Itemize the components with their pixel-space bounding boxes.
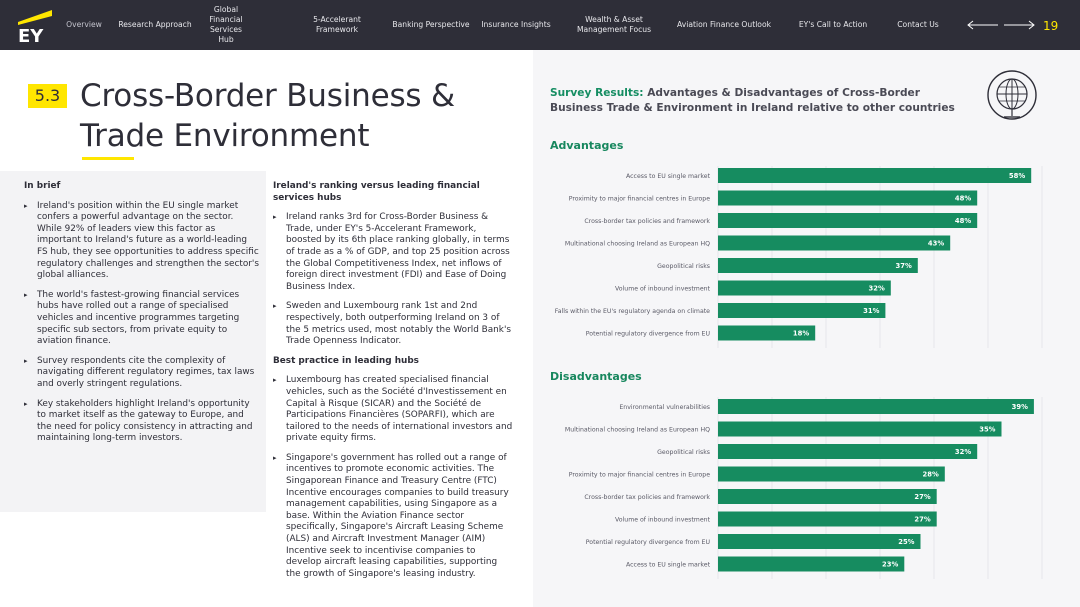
value-label: 58% xyxy=(1008,172,1026,181)
category-label: Environmental vulnerabilities xyxy=(619,403,710,411)
list-item: ▸ The world's fastest-growing financial services hubs have rolled out a range of specialised vehicles and incentive programmes targeting specific sub sectors, from private equity to aviation finance. xyxy=(24,290,260,348)
value-label: 18% xyxy=(792,329,810,338)
page-number: 19 xyxy=(1043,19,1059,33)
value-label: 32% xyxy=(868,284,885,293)
bar xyxy=(718,281,891,296)
survey-title-rest: Advantages & Disadvantages of Cross-Border Business Trade & Environment in Ireland relative to other countries xyxy=(550,87,955,114)
list-item: ▸ Survey respondents cite the complexity of navigating different regulatory regimes, tax laws and overly stringent regulations. xyxy=(24,356,260,391)
disadvantages-heading: Disadvantages xyxy=(550,370,642,383)
advantages-chart xyxy=(540,164,1060,354)
category-label: Cross-border tax policies and framework xyxy=(584,217,710,225)
ranking-heading: Ireland's ranking versus leading financial services hubs xyxy=(273,181,480,203)
best-practice-list xyxy=(273,375,513,580)
arrow-left-icon[interactable] xyxy=(966,18,1000,32)
bar xyxy=(718,303,885,318)
bar xyxy=(718,236,950,251)
category-label: Falls within the EU's regulatory agenda on climate xyxy=(554,307,710,315)
category-label: Volume of inbound investment xyxy=(615,285,710,293)
list-item: ▸ Singapore's government has rolled out a range of incentives to promote economic activities. The Singaporean Finance and Treasury Centre (FTC) Incentive encourages companies to build treasury management capabilities, using Singapore as a base. Within the Aviation Finance sector specifically, Singapore's Aircraft Leasing Scheme (ALS) and Aircraft Investment Manager (AIM) Incentive seek to incentivise companies to develop aircraft leasing capabilities, supporting the growth of Singapore's leasing industry. xyxy=(273,453,513,581)
value-label: 28% xyxy=(922,470,939,479)
ranking-list xyxy=(273,212,513,348)
ey-logo[interactable] xyxy=(18,8,52,44)
category-label: Access to EU single market xyxy=(626,172,710,180)
svg-text:EY: EY xyxy=(18,26,44,44)
advantages-heading: Advantages xyxy=(550,139,624,152)
bar xyxy=(718,467,945,482)
category-label: Cross-border tax policies and framework xyxy=(584,493,710,501)
bar xyxy=(718,399,1034,414)
bar xyxy=(718,557,904,572)
chart-svg xyxy=(540,164,1060,350)
nav-menu xyxy=(60,0,950,50)
page-title-line1: Cross-Border Business & xyxy=(80,78,455,114)
value-label: 37% xyxy=(895,262,912,271)
nav-item[interactable]: Contact Us xyxy=(897,20,939,29)
nav-item[interactable]: Global Financial Services Hub xyxy=(209,5,243,44)
category-label: Multinational choosing Ireland as European HQ xyxy=(564,426,710,434)
nav-item[interactable]: Wealth & Asset Management Focus xyxy=(576,15,652,34)
value-label: 27% xyxy=(914,515,931,524)
nav-item[interactable]: Overview xyxy=(66,20,102,29)
value-label: 31% xyxy=(863,307,880,316)
disadvantages-chart xyxy=(540,395,1060,585)
value-label: 32% xyxy=(954,448,972,457)
arrow-right-icon[interactable] xyxy=(1002,18,1036,32)
nav-item[interactable]: 5-Accelerant Framework xyxy=(313,15,361,34)
list-item: ▸ Sweden and Luxembourg rank 1st and 2nd respectively, both outperforming Ireland on 3 of the 5 metrics used, most notably the World Bank's Trade Openness Indicator. xyxy=(273,301,513,347)
bar xyxy=(718,444,977,459)
in-brief-heading: In brief xyxy=(24,181,61,191)
bar xyxy=(718,489,937,504)
title-underline xyxy=(82,157,134,160)
category-label: Potential regulatory divergence from EU xyxy=(585,330,710,338)
nav-item[interactable]: Research Approach xyxy=(118,20,192,29)
page-title xyxy=(80,76,510,156)
bar xyxy=(718,534,921,549)
globe-icon xyxy=(985,70,1039,126)
nav-item[interactable]: Banking Perspective xyxy=(392,20,470,29)
value-label: 35% xyxy=(979,425,996,434)
nav-item[interactable]: EY's Call to Action xyxy=(798,20,868,29)
bar xyxy=(718,168,1031,183)
category-label: Access to EU single market xyxy=(626,561,710,569)
value-label: 48% xyxy=(954,194,972,203)
list-item: ▸ Luxembourg has created specialised financial vehicles, such as the Société d'Investissement en Capital à Risque (SICAR) and the Société de Participations Financières (SOPARFI), which are tailored to the needs of international investors and private equity firms. xyxy=(273,375,513,445)
bar xyxy=(718,422,1002,437)
category-label: Proximity to major financial centres in Europe xyxy=(568,471,710,479)
value-label: 25% xyxy=(898,538,915,547)
ranking-column xyxy=(273,181,513,588)
chart-svg xyxy=(540,395,1060,581)
value-label: 43% xyxy=(927,239,945,248)
category-label: Potential regulatory divergence from EU xyxy=(585,538,710,546)
section-number: 5.3 xyxy=(28,84,67,108)
bar xyxy=(718,213,977,228)
nav-item[interactable]: Aviation Finance Outlook xyxy=(677,20,771,29)
bar xyxy=(718,512,937,527)
best-practice-heading: Best practice in leading hubs xyxy=(273,355,419,366)
top-nav xyxy=(0,0,1080,50)
bar xyxy=(718,191,977,206)
value-label: 48% xyxy=(954,217,972,226)
category-label: Multinational choosing Ireland as European HQ xyxy=(564,240,710,248)
category-label: Volume of inbound investment xyxy=(615,516,710,524)
value-label: 39% xyxy=(1011,403,1028,412)
list-item: ▸ Ireland ranks 3rd for Cross-Border Business & Trade, under EY's 5-Accelerant Framework, boosted by its 6th place ranking globally, in terms of trade as a % of GDP, and top 25 position across the Global Competitiveness Index, net inflows of foreign direct investment (FDI) and Ease of Doing Business Index. xyxy=(273,212,513,293)
bar xyxy=(718,258,918,273)
in-brief-list xyxy=(24,201,260,445)
list-item: ▸ Key stakeholders highlight Ireland's opportunity to market itself as the gateway to Europe, and the need for policy consistency in attracting and maintaining long-term investors. xyxy=(24,399,260,445)
survey-title xyxy=(550,86,970,115)
category-label: Geopolitical risks xyxy=(657,448,710,456)
list-item: ▸ Ireland's position within the EU single market confers a powerful advantage on the sector. While 92% of leaders view this factor as important to Ireland's future as a world-leading FS hub, they see opportunities to address specific regulatory challenges and strengthen the sector's global alliances. xyxy=(24,201,260,282)
category-label: Geopolitical risks xyxy=(657,262,710,270)
in-brief-column xyxy=(24,181,260,453)
page-title-line2: Trade Environment xyxy=(80,118,370,154)
nav-item[interactable]: Insurance Insights xyxy=(481,20,551,29)
category-label: Proximity to major financial centres in Europe xyxy=(568,195,710,203)
survey-title-highlight: Survey Results: xyxy=(550,87,644,99)
value-label: 27% xyxy=(914,493,931,502)
value-label: 23% xyxy=(882,560,899,569)
